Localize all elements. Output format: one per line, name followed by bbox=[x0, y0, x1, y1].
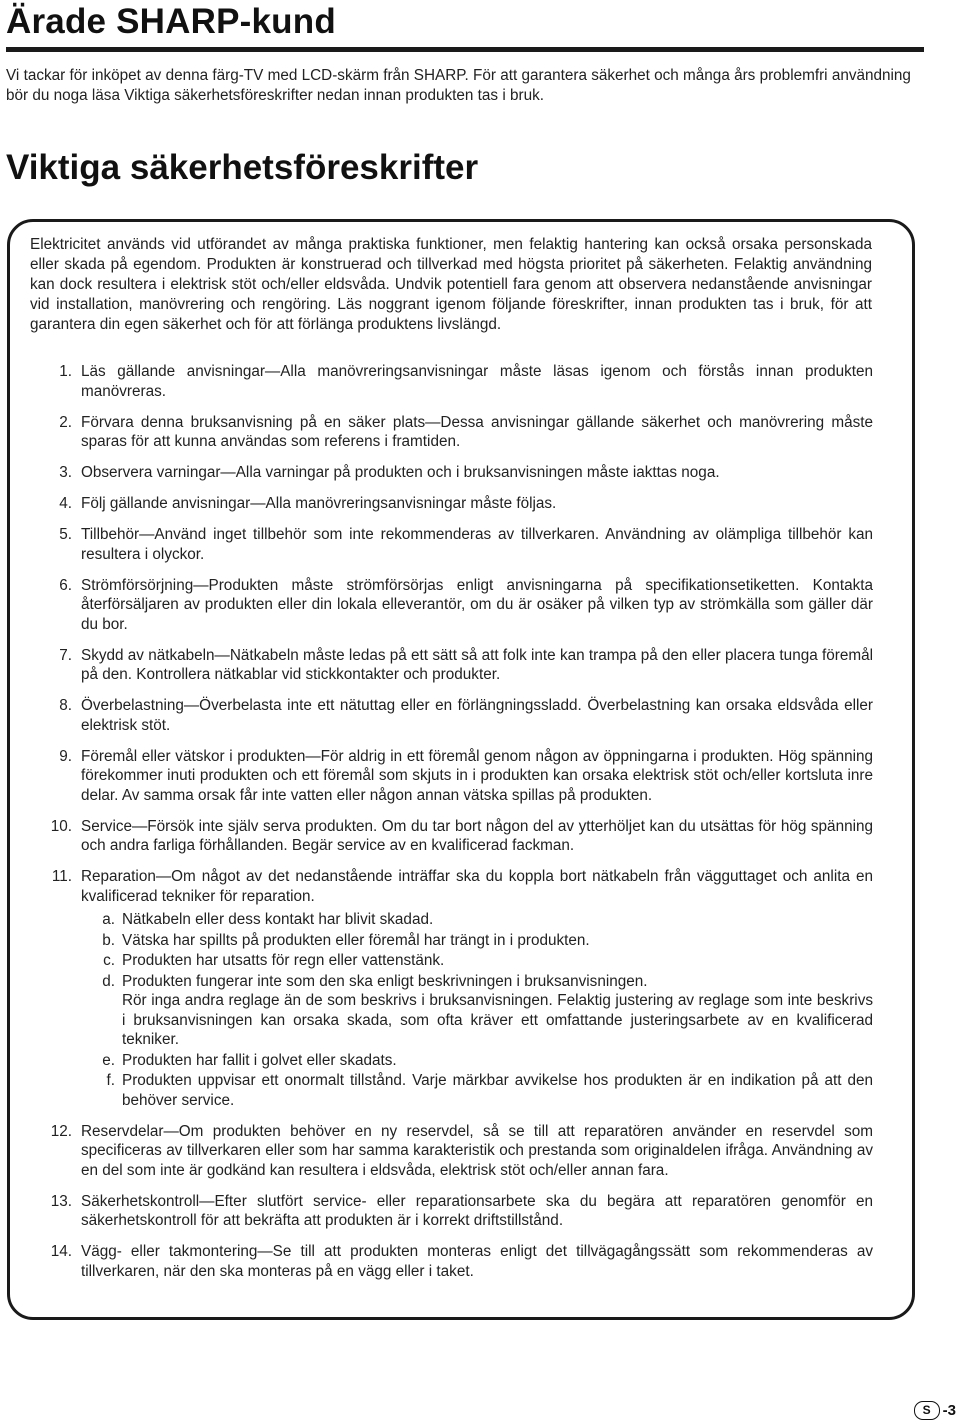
page-title: Ärade SHARP-kund bbox=[6, 2, 336, 41]
sub-item-text: Produkten har utsatts för regn eller vattenstänk. bbox=[122, 952, 445, 969]
rule-sub-item bbox=[81, 1051, 873, 1071]
sub-item-letter: d. bbox=[102, 972, 115, 990]
rule-number: 4. bbox=[59, 495, 72, 512]
sub-item-text: Nätkabeln eller dess kontakt har blivit skadad. bbox=[122, 911, 434, 928]
rule-number: 11. bbox=[51, 868, 72, 885]
title-rule bbox=[6, 47, 924, 52]
rule-text: Säkerhetskontroll—Efter slutfört service- eller reparationsarbete ska du begära att reparatören genomför en säkerhetskontroll för att bekräfta att produkten är i korrekt driftstillstånd. bbox=[81, 1192, 873, 1229]
rule-number: 3. bbox=[59, 464, 72, 481]
rule-text: Service—Försök inte själv serva produkten. Om du tar bort någon del av ytterhöljet kan du utsättas för hög spänning och andra farliga förhållanden. Begär service av en kvalificerad fackman. bbox=[81, 817, 873, 854]
safety-rules-list bbox=[30, 362, 873, 1281]
safety-intro: Elektricitet används vid utförandet av många praktiska funktioner, men felaktig hantering kan också orsaka personskada eller skada på egendom. Produkten är konstruerad och tillverkad med högsta prioritet på säkerheten. Felaktig användning kan dock resultera i elektrisk stöt och/eller eldsvåda. Undvik potentiell fara genom att observera nedanstående anvisningar vid installation, manövrering och rengöring. Läs noggrant igenom följande föreskrifter, innan produkten tas i bruk, för att garantera din egen säkerhet och för att förlänga produktens livslängd. bbox=[30, 236, 872, 333]
rule-number: 10. bbox=[50, 817, 72, 835]
rule-text: Observera varningar—Alla varningar på produkten och i bruksanvisningen måste iakttas noga. bbox=[81, 464, 720, 481]
sub-item-text: Vätska har spillts på produkten eller föremål har trängt in i produkten. bbox=[122, 931, 590, 949]
safety-rule-item bbox=[30, 494, 873, 514]
rule-number: 9. bbox=[59, 747, 72, 765]
sub-item-letter: f. bbox=[106, 1072, 115, 1089]
rule-sub-item bbox=[81, 951, 873, 971]
sub-item-letter: e. bbox=[102, 1051, 115, 1069]
safety-rule-item bbox=[30, 1122, 873, 1181]
rule-number: 5. bbox=[59, 526, 72, 543]
rule-number: 2. bbox=[59, 413, 72, 431]
language-s-icon: S bbox=[914, 1401, 940, 1420]
safety-rule-item bbox=[30, 576, 873, 635]
safety-rule-item bbox=[30, 413, 873, 452]
rule-number: 6. bbox=[59, 576, 72, 594]
rule-text: Reparation—Om något av det nedanstående inträffar ska du koppla bort nätkabeln från vägguttaget och anlita en kvalificerad tekniker för reparation. bbox=[81, 868, 873, 905]
rule-sub-item bbox=[81, 931, 873, 951]
safety-box bbox=[7, 219, 915, 1320]
rule-text: Föremål eller vätskor i produkten—För aldrig in ett föremål genom någon av öppningarna i produkten. Hög spänning förekommer inuti produkten och ett föremål som skjuts in i produkten kan orsaka elektrisk stöt och/eller kortsluta inre delar. Av samma orsak får inte vatten eller någon annan vätska spillas på produkten. bbox=[81, 747, 873, 804]
safety-rule-item bbox=[30, 463, 873, 483]
rule-text: Skydd av nätkabeln—Nätkabeln måste ledas på ett sätt så att folk inte kan trampa på den eller placera tunga föremål på den. Kontrollera nätkablar vid stickkontakter och produkter. bbox=[81, 646, 873, 683]
sub-item-letter: a. bbox=[102, 911, 115, 928]
rule-number: 7. bbox=[59, 646, 72, 664]
rule-number: 8. bbox=[59, 697, 72, 714]
safety-rule-item bbox=[30, 525, 873, 564]
intro-paragraph: Vi tackar för inköpet av denna färg-TV med LCD-skärm från SHARP. För att garantera säkerhet och många års problemfri användning bör du noga läsa Viktiga säkerhetsföreskrifter nedan innan produkten tas i bruk. bbox=[6, 67, 911, 104]
page-number bbox=[914, 1401, 956, 1420]
sub-item-text: Produkten har fallit i golvet eller skadats. bbox=[122, 1051, 397, 1069]
rule-sub-item bbox=[81, 910, 873, 930]
sub-item-text: Produkten uppvisar ett onormalt tillstånd. Varje märkbar avvikelse hos produkten är en indikation på att den behöver service. bbox=[122, 1072, 873, 1109]
rule-sub-list bbox=[81, 910, 873, 1110]
safety-rule-item bbox=[30, 817, 873, 856]
rule-number: 14. bbox=[50, 1243, 72, 1260]
safety-rule-item bbox=[30, 696, 873, 735]
rule-text: Överbelastning—Överbelasta inte ett nätuttag eller en förlängningssladd. Överbelastning kan orsaka eldsvåda eller elektrisk stöt. bbox=[81, 697, 873, 734]
rule-text: Reservdelar—Om produkten behöver en ny reservdel, så se till att reparatören använder en reservdel som specificeras av tillverkaren eller som har samma karakteristik och prestanda som originaldelen ifråga. Användning av en del som inte är godkänd kan resultera i eldsvåda, elektrisk stöt och/eller annan fara. bbox=[81, 1122, 873, 1179]
sub-item-text: Produkten fungerar inte som den ska enligt beskrivningen i bruksanvisningen. bbox=[122, 972, 648, 990]
rule-text: Strömförsörjning—Produkten måste strömförsörjas enligt anvisningarna på specifikationsetiketten. Kontakta återförsäljaren av produkten eller din lokala elleverantör, om du är osäker på vilken typ av strömkälla som gäller där du bor. bbox=[81, 576, 873, 633]
rule-text: Läs gällande anvisningar—Alla manövreringsanvisningar måste läsas igenom och förstås innan produkten manövreras. bbox=[81, 363, 873, 400]
rule-text: Förvara denna bruksanvisning på en säker plats—Dessa anvisningar gällande säkerhet och manövrering måste sparas för att kunna användas som referens i framtiden. bbox=[81, 413, 873, 450]
safety-rule-item bbox=[30, 1242, 873, 1281]
rule-number: 1. bbox=[59, 363, 72, 380]
sub-item-letter: b. bbox=[102, 931, 115, 949]
rule-sub-item bbox=[81, 972, 873, 1050]
rule-sub-item bbox=[81, 1071, 873, 1110]
rule-text: Tillbehör—Använd inget tillbehör som inte rekommenderas av tillverkaren. Användning av olämpliga tillbehör kan resultera i olyckor. bbox=[81, 526, 873, 563]
safety-rule-item bbox=[30, 646, 873, 685]
safety-rule-item bbox=[30, 747, 873, 806]
safety-rule-item bbox=[30, 867, 873, 1110]
sub-item-extra-text: Rör inga andra reglage än de som beskrivs i bruksanvisningen. Felaktig justering av reglage som inte beskrivs i bruksanvisningen kan orsaka skada, som ofta kräver ett omfattande justeringsarbete av en kvalificerad tekniker. bbox=[122, 992, 873, 1048]
rule-text: Vägg- eller takmontering—Se till att produkten monteras enligt det tillvägagångssätt som rekommenderas av tillverkaren, när den ska monteras på en vägg eller i taket. bbox=[81, 1243, 873, 1280]
sub-item-letter: c. bbox=[103, 952, 115, 969]
rule-number: 13. bbox=[50, 1192, 72, 1210]
page-number-text: -3 bbox=[942, 1402, 956, 1419]
safety-rule-item bbox=[30, 362, 873, 401]
safety-rule-item bbox=[30, 1192, 873, 1231]
rule-text: Följ gällande anvisningar—Alla manövreringsanvisningar måste följas. bbox=[81, 495, 557, 512]
section-heading: Viktiga säkerhetsföreskrifter bbox=[6, 148, 479, 187]
rule-number: 12. bbox=[50, 1122, 72, 1140]
